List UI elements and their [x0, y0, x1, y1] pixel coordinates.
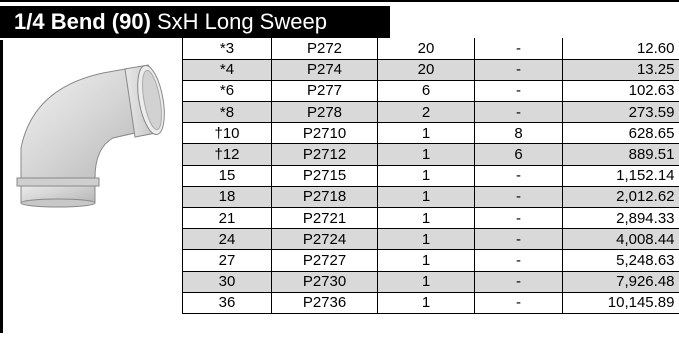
- cell-qty: 2: [378, 102, 475, 123]
- cell-size: 24: [183, 229, 272, 250]
- cell-part: P2736: [272, 292, 378, 313]
- cell-bundle: -: [475, 186, 563, 207]
- cell-bundle: -: [475, 102, 563, 123]
- cell-price: 889.51: [563, 144, 679, 165]
- cell-bundle: -: [475, 165, 563, 186]
- cell-part: P2710: [272, 123, 378, 144]
- cell-size: 18: [183, 186, 272, 207]
- cell-qty: 1: [378, 250, 475, 271]
- cell-qty: 1: [378, 123, 475, 144]
- top-border: [0, 0, 679, 2]
- cell-price: 1,152.14: [563, 165, 679, 186]
- table-row: [183, 80, 679, 101]
- cell-price: 5,248.63: [563, 250, 679, 271]
- cell-bundle: -: [475, 229, 563, 250]
- cell-qty: 1: [378, 229, 475, 250]
- cell-part: P2718: [272, 186, 378, 207]
- table-row: [183, 250, 679, 271]
- cell-qty: 1: [378, 144, 475, 165]
- cell-bundle: -: [475, 59, 563, 80]
- cell-part: P278: [272, 102, 378, 123]
- cell-size: *6: [183, 80, 272, 101]
- cell-bundle: -: [475, 292, 563, 313]
- cell-size: †12: [183, 144, 272, 165]
- cell-qty: 20: [378, 38, 475, 59]
- cell-part: P2724: [272, 229, 378, 250]
- cell-bundle: 8: [475, 123, 563, 144]
- cell-size: 15: [183, 165, 272, 186]
- table-row: [183, 144, 679, 165]
- cell-qty: 1: [378, 271, 475, 292]
- table-row: [183, 186, 679, 207]
- cell-bundle: -: [475, 250, 563, 271]
- table-row: [183, 292, 679, 313]
- table-row: [183, 123, 679, 144]
- cell-price: 2,894.33: [563, 208, 679, 229]
- table-row: [183, 229, 679, 250]
- cell-bundle: -: [475, 208, 563, 229]
- cell-price: 628.65: [563, 123, 679, 144]
- cell-size: *8: [183, 102, 272, 123]
- cell-price: 12.60: [563, 38, 679, 59]
- cell-part: P274: [272, 59, 378, 80]
- cell-size: 21: [183, 208, 272, 229]
- elbow-fitting-icon: [3, 38, 182, 333]
- cell-price: 102.63: [563, 80, 679, 101]
- cell-size: 30: [183, 271, 272, 292]
- cell-price: 2,012.62: [563, 186, 679, 207]
- cell-part: P2727: [272, 250, 378, 271]
- cell-part: P2712: [272, 144, 378, 165]
- cell-part: P277: [272, 80, 378, 101]
- table-row: [183, 271, 679, 292]
- cell-qty: 1: [378, 165, 475, 186]
- cell-bundle: -: [475, 38, 563, 59]
- cell-part: P2715: [272, 165, 378, 186]
- cell-qty: 20: [378, 59, 475, 80]
- cell-size: 27: [183, 250, 272, 271]
- price-table: [182, 38, 679, 314]
- cell-size: *4: [183, 59, 272, 80]
- cell-price: 10,145.89: [563, 292, 679, 313]
- title-normal: SxH Long Sweep: [157, 9, 327, 35]
- table: [182, 38, 679, 314]
- cell-part: P2721: [272, 208, 378, 229]
- table-row: [183, 208, 679, 229]
- cell-qty: 1: [378, 208, 475, 229]
- cell-price: 13.25: [563, 59, 679, 80]
- cell-part: P2730: [272, 271, 378, 292]
- cell-size: 36: [183, 292, 272, 313]
- cell-price: 7,926.48: [563, 271, 679, 292]
- page-title: [0, 6, 390, 38]
- cell-qty: 1: [378, 186, 475, 207]
- title-bold: 1/4 Bend (90): [14, 9, 151, 35]
- cell-price: 273.59: [563, 102, 679, 123]
- cell-price: 4,008.44: [563, 229, 679, 250]
- cell-bundle: -: [475, 80, 563, 101]
- table-row: [183, 165, 679, 186]
- cell-size: †10: [183, 123, 272, 144]
- cell-bundle: 6: [475, 144, 563, 165]
- cell-bundle: -: [475, 271, 563, 292]
- cell-size: *3: [183, 38, 272, 59]
- cell-part: P272: [272, 38, 378, 59]
- table-row: [183, 38, 679, 59]
- cell-qty: 1: [378, 292, 475, 313]
- cell-qty: 6: [378, 80, 475, 101]
- table-row: [183, 102, 679, 123]
- product-image: [3, 38, 182, 333]
- table-row: [183, 59, 679, 80]
